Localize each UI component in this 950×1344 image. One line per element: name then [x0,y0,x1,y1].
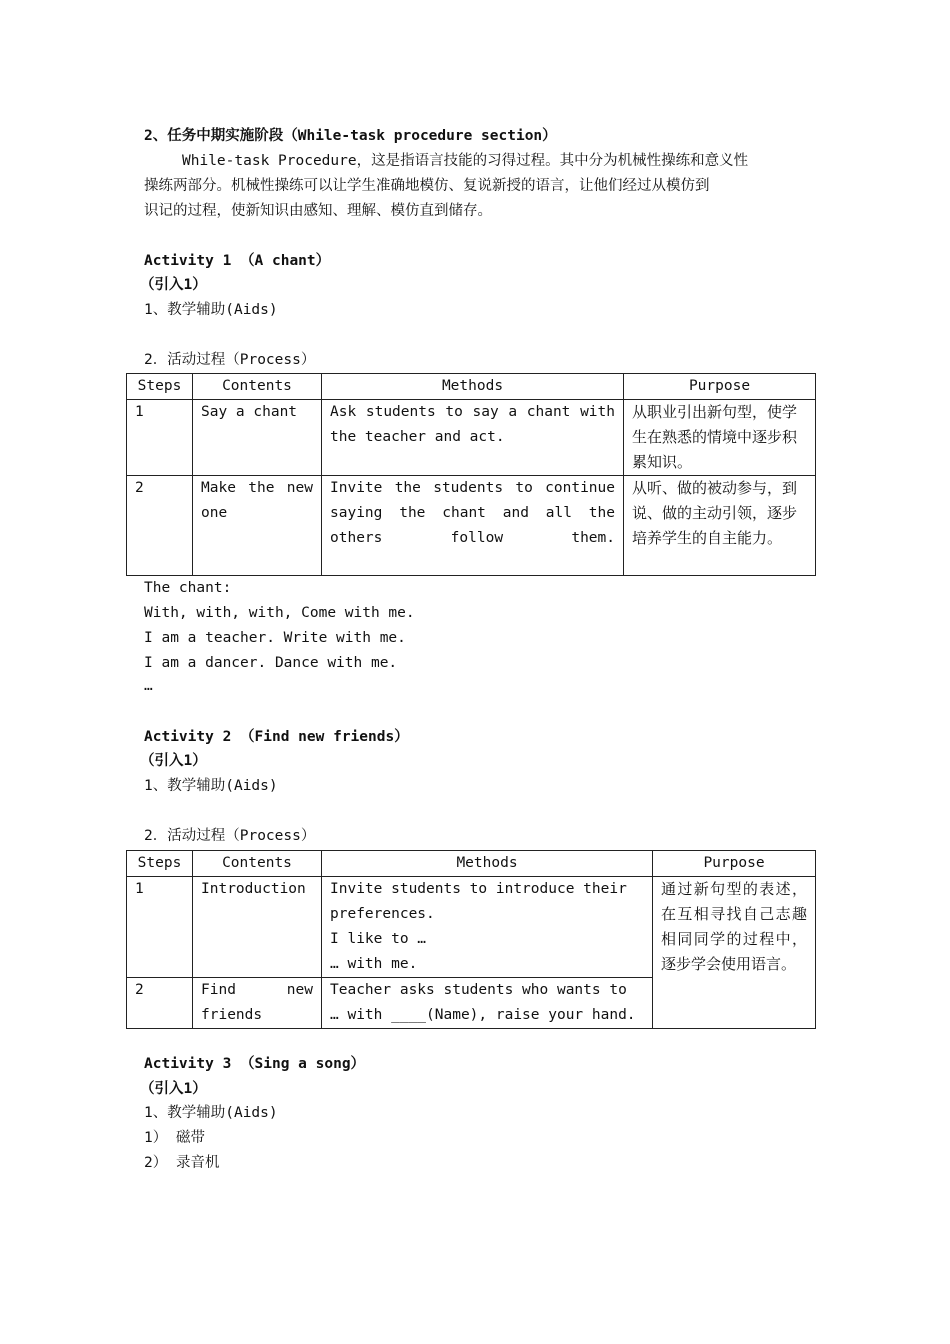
activity3-aids: 1、教学辅助(Aids) [144,1105,278,1121]
activity1-aids: 1、教学辅助(Aids) [144,302,278,318]
methods-cell: Invite the students to continue saying the chant and all the others follow them. [322,476,624,576]
activity1-intro: （引入1） [140,277,207,293]
activity1-table [126,373,816,576]
header-contents: Contents [193,374,322,400]
header-purpose: Purpose [653,851,816,877]
header-methods: Methods [322,851,653,877]
activity2-process: 2．活动过程（Process） [144,828,316,844]
table-row [127,400,816,476]
contents-cell: Make the new one [193,476,322,576]
chant-line: I am a teacher. Write with me. [144,630,406,646]
intro-line-1: While-task Procedure，这是指语言技能的习得过程。其中分为机械性操练和意义性 [182,153,749,169]
contents-cell: Find new friends [193,978,322,1029]
intro-line-2: 操练两部分。机械性操练可以让学生准确地模仿、复说新授的语言，让他们经过从模仿到 [144,178,710,194]
intro-line-3: 识记的过程，使新知识由感知、理解、模仿直到储存。 [144,203,492,219]
step-cell: 1 [127,400,193,476]
contents-cell: Say a chant [193,400,322,476]
chant-line: With, with, with, Come with me. [144,605,415,621]
section-intro [144,149,808,224]
chant-label: The chant: [144,580,232,596]
purpose-cell: 从听、做的被动参与，到说、做的主动引领，逐步培养学生的自主能力。 [624,476,816,576]
activity1-title: Activity 1 （A chant） [144,253,331,269]
header-steps: Steps [127,851,193,877]
header-steps: Steps [127,374,193,400]
contents-cell: Introduction [193,877,322,978]
purpose-cell: 从职业引出新句型，使学生在熟悉的情境中逐步积累知识。 [624,400,816,476]
activity2-title: Activity 2 （Find new friends） [144,729,409,745]
methods-cell [322,877,653,978]
methods-line: Invite students to introduce their preferences. [330,881,627,922]
chant-ellipsis: … [144,678,153,694]
table-row [127,877,816,978]
section-heading: 2、任务中期实施阶段（While-task procedure section） [144,128,557,144]
methods-cell: Ask students to say a chant with the teacher and act. [322,400,624,476]
activity3-intro: （引入1） [140,1081,207,1097]
methods-line: … with me. [330,956,418,972]
header-methods: Methods [322,374,624,400]
methods-cell: Teacher asks students who wants to … with ____(Name), raise your hand. [322,978,653,1029]
header-contents: Contents [193,851,322,877]
activity1-process: 2．活动过程（Process） [144,352,316,368]
table-row [127,476,816,576]
step-cell: 2 [127,978,193,1029]
activity2-aids: 1、教学辅助(Aids) [144,778,278,794]
table-header-row [127,374,816,400]
table-header-row [127,851,816,877]
aid-item-tape: 1） 磁带 [144,1130,205,1146]
purpose-cell: 通过新句型的表述，在互相寻找自己志趣相同同学的过程中，逐步学会使用语言。 [653,877,816,1029]
header-purpose: Purpose [624,374,816,400]
chant-line: I am a dancer. Dance with me. [144,655,398,671]
activity3-title: Activity 3 （Sing a song） [144,1056,366,1072]
activity2-table [126,850,816,1029]
step-cell: 1 [127,877,193,978]
activity2-intro: （引入1） [140,753,207,769]
methods-line: I like to … [330,931,427,947]
step-cell: 2 [127,476,193,576]
aid-item-recorder: 2） 录音机 [144,1155,220,1171]
